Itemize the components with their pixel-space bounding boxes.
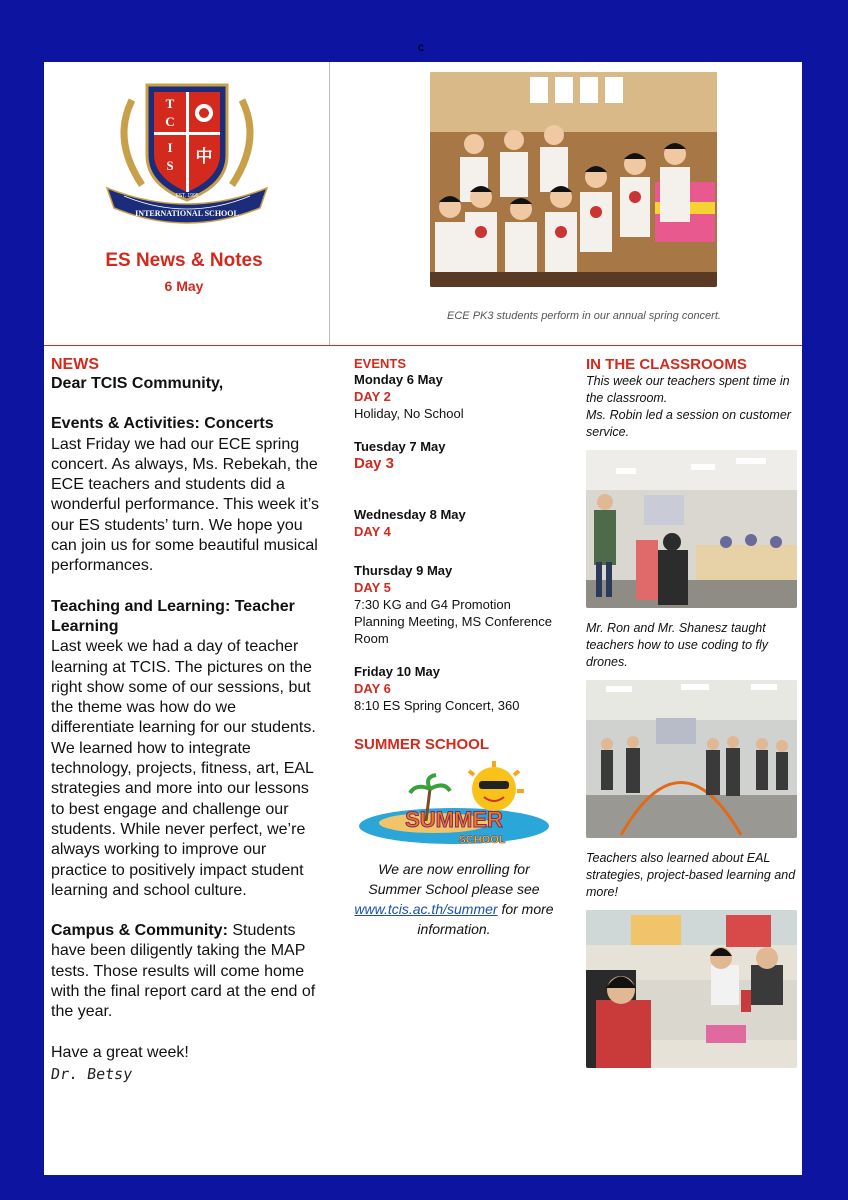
signature: Dr. Betsy xyxy=(49,1064,134,1083)
summer-school-heading: SUMMER SCHOOL xyxy=(354,736,489,753)
closing-line: Have a great week! xyxy=(51,1043,189,1061)
events-column xyxy=(354,356,564,939)
summer-school-link[interactable]: www.tcis.ac.th/summer xyxy=(354,901,498,917)
event-date: Monday 6 May xyxy=(354,372,443,387)
event-note: 7:30 KG and G4 Promotion Planning Meeting, MS Conference Room xyxy=(354,597,553,646)
event-item xyxy=(354,663,564,714)
classrooms-column xyxy=(586,356,798,1080)
photo-caption: Mr. Ron and Mr. Shanesz taught teachers how to use coding to fly drones. xyxy=(586,621,769,669)
event-day: DAY 6 xyxy=(354,681,391,696)
news-heading: NEWS xyxy=(51,356,99,373)
event-item xyxy=(354,506,564,540)
event-date: Friday 10 May xyxy=(354,664,440,679)
newsletter-page xyxy=(44,62,802,1175)
newsletter-title: ES News & Notes xyxy=(105,250,263,271)
event-date: Thursday 9 May xyxy=(354,563,453,578)
spring-concert-photo xyxy=(430,72,717,287)
summer-school-logo xyxy=(354,761,554,853)
svg-text:SCHOOL: SCHOOL xyxy=(458,834,506,846)
greeting: Dear TCIS Community, xyxy=(51,375,224,392)
svg-text:EST. 1995: EST. 1995 xyxy=(175,193,199,199)
drone-coding-session-photo xyxy=(586,680,797,838)
news-section-campus xyxy=(51,921,323,1022)
photo-caption: Teachers also learned about EAL strategies, project-based learning and more! xyxy=(586,851,796,899)
classrooms-heading: IN THE CLASSROOMS xyxy=(586,356,747,373)
svg-text:C: C xyxy=(165,114,175,129)
event-date: Wednesday 8 May xyxy=(354,507,466,522)
summer-school-text: We are now enrolling for Summer School please see www.tcis.ac.th/summer for more information. xyxy=(354,861,554,937)
section-body: Last Friday we had our ECE spring concert. As always, Ms. Rebekah, the ECE teachers and students did a wonderful performance. This week it’s our ES students’ turn. We hope you can join us for some beautiful musical performances. xyxy=(51,435,319,575)
customer-service-session-photo xyxy=(586,450,797,608)
event-day: Day 3 xyxy=(354,455,395,472)
page-mark: c xyxy=(418,40,424,54)
event-day: DAY 4 xyxy=(354,524,391,539)
event-note: 8:10 ES Spring Concert, 360 xyxy=(354,698,520,713)
event-item xyxy=(354,371,564,422)
event-day: DAY 2 xyxy=(354,389,391,404)
hero-photo-caption: ECE PK3 students perform in our annual spring concert. xyxy=(447,310,721,322)
section-title: Campus & Community: xyxy=(51,922,228,940)
svg-text:I: I xyxy=(167,140,173,155)
school-crest-logo xyxy=(102,70,272,225)
section-rule xyxy=(44,345,802,346)
event-item xyxy=(354,562,564,647)
section-title: Teaching and Learning: Teacher Learning xyxy=(51,597,295,635)
newsletter-date: 6 May xyxy=(164,278,204,294)
section-body: Students have been diligently taking the MAP tests. Those results will come home with the final report card at the end of the year. xyxy=(51,922,316,1021)
news-section-teacher-learning xyxy=(51,597,323,901)
svg-text:T: T xyxy=(165,96,175,111)
svg-text:中: 中 xyxy=(195,147,213,167)
photo-caption: Ms. Robin led a session on customer service. xyxy=(586,408,791,439)
events-heading: EVENTS xyxy=(354,356,407,371)
svg-text:SUMMER: SUMMER xyxy=(405,807,503,832)
event-item xyxy=(354,438,564,472)
event-day: DAY 5 xyxy=(354,580,391,595)
svg-text:S: S xyxy=(166,158,174,173)
eal-strategies-session-photo xyxy=(586,910,797,1068)
svg-text:INTERNATIONAL SCHOOL: INTERNATIONAL SCHOOL xyxy=(135,209,239,218)
header-divider xyxy=(329,62,330,345)
classrooms-intro: This week our teachers spent time in the classroom. xyxy=(586,374,790,405)
event-note: Holiday, No School xyxy=(354,406,464,421)
section-body: Last week we had a day of teacher learning at TCIS. The pictures on the right show some of our sessions, but the theme was how do we differentiate learning for our students. We learned how to integrate technology, projects, fitness, art, EAL strategies and more into our lessons to best engage and challenge our students. While never perfect, we’re always working to improve our practice to positively impact student learning and school culture. xyxy=(51,638,316,899)
event-date: Tuesday 7 May xyxy=(354,439,446,454)
section-title: Events & Activities: Concerts xyxy=(51,415,274,433)
news-section-concerts xyxy=(51,414,323,576)
news-column xyxy=(51,356,323,1083)
